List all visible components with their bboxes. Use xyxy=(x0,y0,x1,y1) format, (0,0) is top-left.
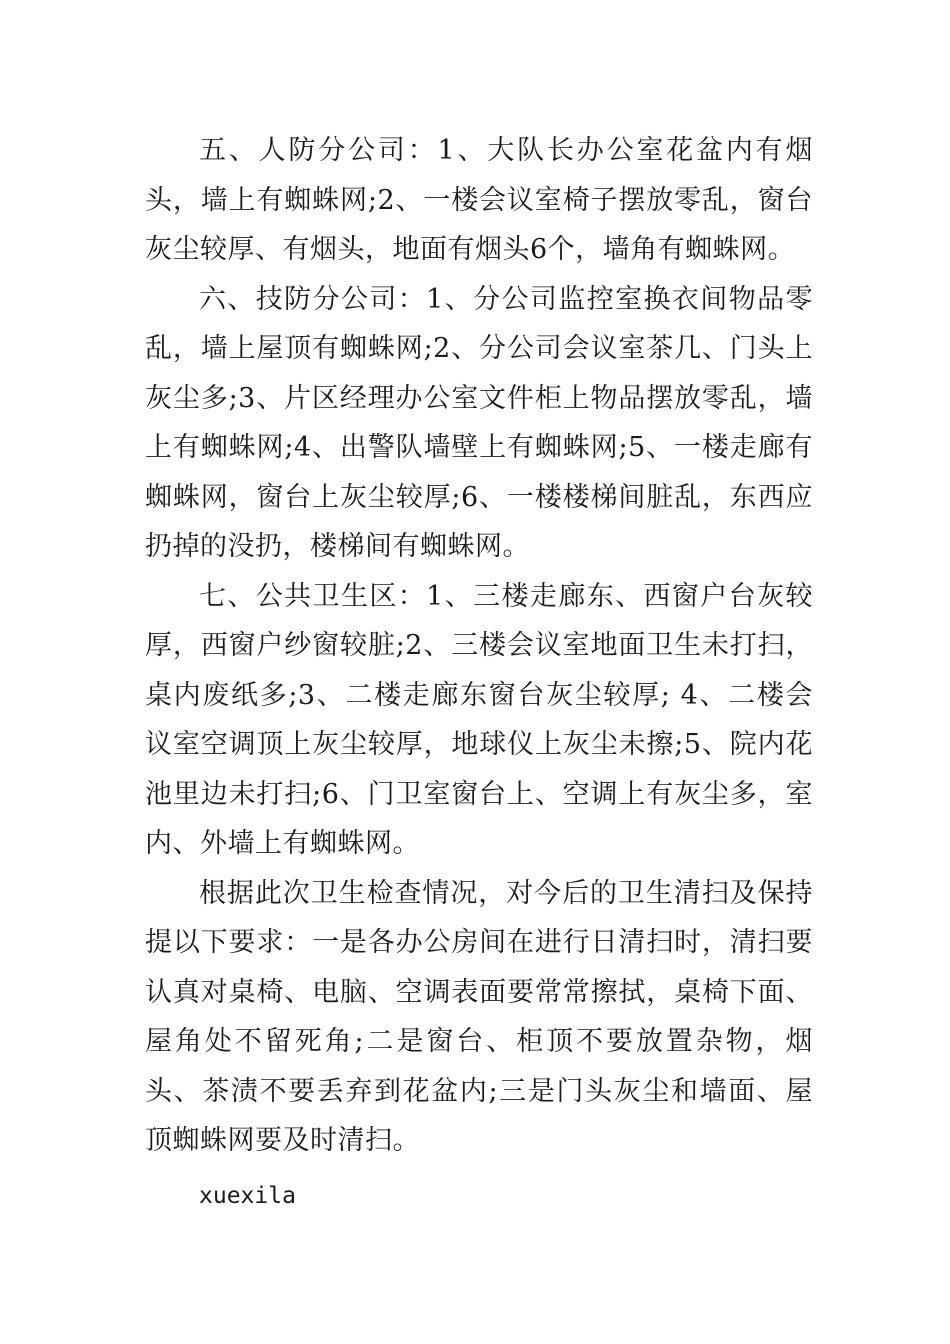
document-body xyxy=(145,126,813,1221)
paragraph-public-area: 七、公共卫生区：1、三楼走廊东、西窗户台灰较厚，西窗户纱窗较脏;2、三楼会议室地面卫生未打扫，桌内废纸多;3、二楼走廊东窗台灰尘较厚; 4、二楼会议室空调顶上灰尘较厚，地球仪上灰尘未擦;5、院内花池里边未打扫;6、门卫室窗台上、空调上有灰尘多，室内、外墙上有蜘蛛网。 xyxy=(145,580,813,859)
paragraph-jifang: 六、技防分公司：1、分公司监控室换衣间物品零乱，墙上屋顶有蜘蛛网;2、分公司会议室茶几、门头上灰尘多;3、片区经理办公室文件柜上物品摆放零乱，墙上有蜘蛛网;4、出警队墙壁上有蜘蛛网;5、一楼走廊有蜘蛛网，窗台上灰尘较厚;6、一楼楼梯间脏乱，东西应扔掉的没扔，楼梯间有蜘蛛网。 xyxy=(145,283,813,562)
paragraph-requirements: 根据此次卫生检查情况，对今后的卫生清扫及保持提以下要求：一是各办公房间在进行日清扫时，清扫要认真对桌椅、电脑、空调表面要常常擦拭，桌椅下面、屋角处不留死角;二是窗台、柜顶不要放置杂物，烟头、茶渍不要丢弃到花盆内;三是门头灰尘和墙面、屋顶蜘蛛网要及时清扫。 xyxy=(145,877,813,1156)
footer-text: xuexila xyxy=(199,1182,296,1209)
paragraph-renfang: 五、人防分公司：1、大队长办公室花盆内有烟头，墙上有蜘蛛网;2、一楼会议室椅子摆放零乱，窗台灰尘较厚、有烟头，地面有烟头6个，墙角有蜘蛛网。 xyxy=(145,135,813,265)
